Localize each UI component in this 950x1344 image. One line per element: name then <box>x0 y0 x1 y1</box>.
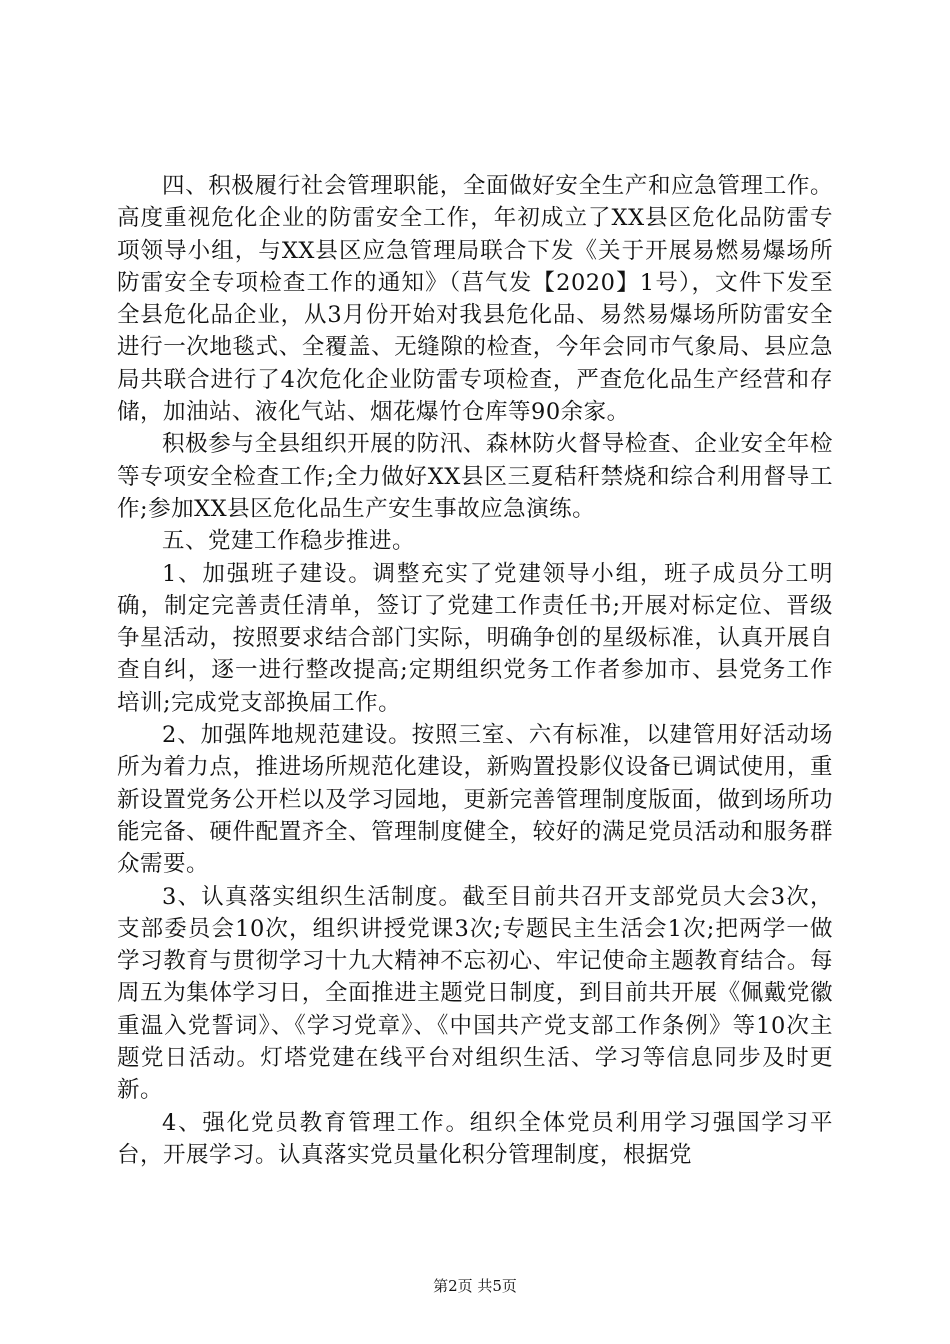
paragraph-member-education: 4、强化党员教育管理工作。组织全体党员利用学习强国学习平台，开展学习。认真落实党员量化积分管理制度，根据党 <box>117 1109 833 1168</box>
paragraph-venue-standardization: 2、加强阵地规范建设。按照三室、六有标准，以建管用好活动场所为着力点，推进场所规范化建设，新购置投影仪设备已调试使用，重新设置党务公开栏以及学习园地，更新完善管理制度版面，做到场所功能完备、硬件配置齐全、管理制度健全，较好的满足党员活动和服务群众需要。 <box>117 722 833 878</box>
section-heading-party-building: 五、党建工作稳步推进。 <box>162 528 416 555</box>
paragraph-organizational-life: 3、认真落实组织生活制度。截至目前共召开支部党员大会3次，支部委员会10次，组织讲授党课3次;专题民主生活会1次;把两学一做学习教育与贯彻学习十九大精神不忘初心、牢记使命主题教育结合。每周五为集体学习日，全面推进主题党日制度，到目前共开展《佩戴党徽重温入党誓词》、《学习党章》、《中国共产党支部工作条例》等10次主题党日活动。灯塔党建在线平台对组织生活、学习等信息同步及时更新。 <box>117 883 833 1104</box>
paragraph-safety-management: 四、积极履行社会管理职能，全面做好安全生产和应急管理工作。高度重视危化企业的防雷安全工作，年初成立了XX县区危化品防雷专项领导小组，与XX县区应急管理局联合下发《关于开展易燃易爆场所防雷安全专项检查工作的通知》（莒气发【2020】1号），文件下发至全县危化品企业，从3月份开始对我县危化品、易然易爆场所防雷安全进行一次地毯式、全覆盖、无缝隙的检查，今年会同市气象局、县应急局共联合进行了4次危化企业防雷专项检查，严查危化品生产经营和存储，加油站、液化气站、烟花爆竹仓库等90余家。 <box>117 173 833 426</box>
page-number-footer: 第2页 共5页 <box>433 1277 517 1295</box>
paragraph-safety-inspections: 积极参与全县组织开展的防汛、森林防火督导检查、企业安全年检等专项安全检查工作;全力做好XX县区三夏秸秆禁烧和综合利用督导工作;参加XX县区危化品生产安生事故应急演练。 <box>117 431 833 522</box>
document-body <box>117 170 833 1171</box>
paragraph-team-building: 1、加强班子建设。调整充实了党建领导小组，班子成员分工明确，制定完善责任清单，签订了党建工作责任书;开展对标定位、晋级争星活动，按照要求结合部门实际，明确争创的星级标准，认真开展自查自纠，逐一进行整改提高;定期组织党务工作者参加市、县党务工作培训;完成党支部换届工作。 <box>117 560 833 716</box>
